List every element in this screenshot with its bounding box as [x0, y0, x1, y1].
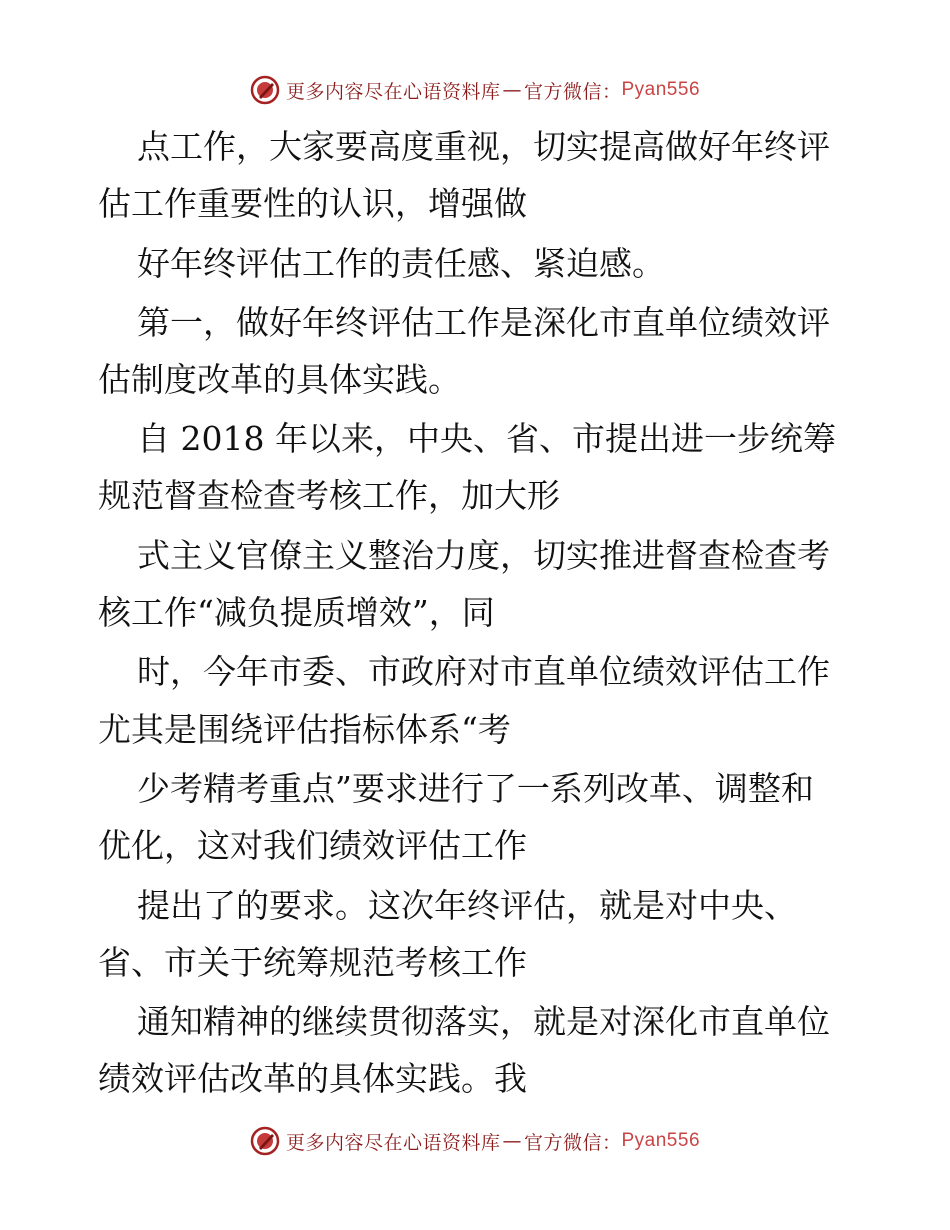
- paragraph-line: 时，今年市委、市政府对市直单位绩效评估工作: [137, 652, 830, 691]
- paragraph-line: 估工作重要性的认识，增强做: [98, 184, 527, 223]
- paragraph-line: 规范督查检查考核工作，加大形: [98, 476, 560, 515]
- paragraph-line: 式主义官僚主义整治力度，切实推进督查检查考: [137, 536, 830, 575]
- watermark-wechat-label: 官方微信：: [523, 80, 622, 103]
- watermark-wechat-label: 官方微信：: [523, 1131, 622, 1154]
- paragraph-line: 通知精神的继续贯彻落实，就是对深化市直单位: [137, 1002, 830, 1041]
- watermark-site-text: 更多内容尽在心语资料库: [285, 80, 501, 103]
- paragraph-line: 自 2018 年以来，中央、省、市提出进一步统筹: [137, 419, 836, 458]
- watermark-site-text: 更多内容尽在心语资料库: [285, 1131, 501, 1154]
- paragraph-line: 绩效评估改革的具体实践。我: [98, 1059, 527, 1098]
- watermark-wechat-id: Pyan556: [621, 79, 701, 100]
- paragraph-line: 提出了的要求。这次年终评估，就是对中央、: [137, 886, 797, 925]
- paragraph-line: 省、市关于统筹规范考核工作: [98, 943, 527, 982]
- paragraph-line: 核工作“减负提质增效”，同: [98, 593, 495, 632]
- paragraph-line: 优化，这对我们绩效评估工作: [98, 826, 527, 865]
- paragraph-line: 第一，做好年终评估工作是深化市直单位绩效评: [137, 303, 830, 342]
- paragraph-line: 估制度改革的具体实践。: [98, 360, 461, 399]
- quill-logo-icon: [250, 1126, 280, 1156]
- watermark-wechat-id: Pyan556: [621, 1130, 701, 1151]
- footer-watermark: [0, 1121, 950, 1161]
- paragraph-line: 点工作，大家要高度重视，切实提高做好年终评: [137, 127, 830, 166]
- quill-logo-icon: [250, 75, 280, 105]
- paragraph-line: 好年终评估工作的责任感、紧迫感。: [137, 244, 665, 283]
- header-watermark: [0, 70, 950, 110]
- paragraph-line: 少考精考重点”要求进行了一系列改革、调整和: [137, 769, 814, 808]
- watermark-separator: —: [502, 79, 522, 101]
- paragraph-line: 尤其是围绕评估指标体系“考: [98, 710, 511, 749]
- watermark-separator: —: [502, 1130, 522, 1152]
